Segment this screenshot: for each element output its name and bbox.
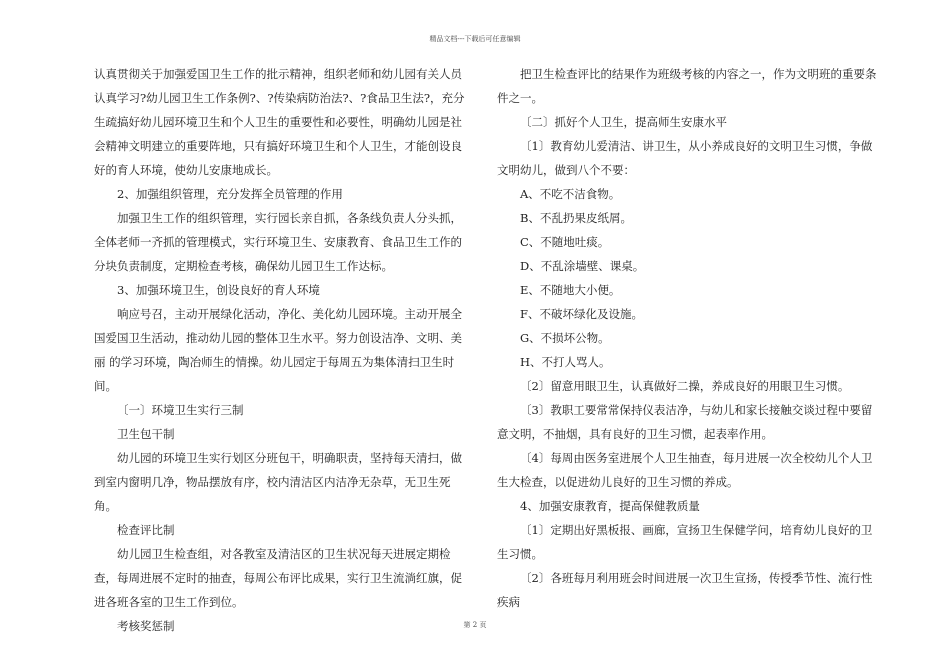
paragraph-inspection-system: 幼儿园卫生检查组，对各教室及清洁区的卫生状况每天进展定期检查，每周进展不定时的抽查，每周公布评比成果，实行卫生流淌红旗，促进各班各室的卫生工作到位。 (94, 547, 462, 609)
heading-organization: 2、加强组织管理，充分发挥全员管理的作用 (117, 187, 343, 201)
rule-item-h: H、不打人骂人。 (520, 355, 611, 369)
rule-item-a: A、不吃不洁食物。 (520, 187, 621, 201)
left-column (94, 62, 466, 638)
paragraph-environment: 响应号召，主动开展绿化活动，净化、美化幼儿园环境。主动开展全国爱国卫生活动，推动幼儿园的整体卫生水平。努力创设洁净、文明、美丽 的学习环境，陶冶师生的情操。幼儿园定于每周五为集体清扫卫生时间。 (94, 307, 462, 393)
page-number: 第 2 页 (463, 621, 487, 629)
rule-item-e: E、不随地大小便。 (520, 283, 621, 297)
page-header: 精品文档---下载后可任意编辑 (429, 35, 521, 43)
heading-three-systems: 〔一〕环境卫生实行三制 (117, 403, 244, 417)
heading-inspection-system: 检查评比制 (117, 523, 175, 537)
rule-item-c: C、不随地吐痰。 (520, 235, 610, 249)
paragraph-habit-education: 〔1〕教育幼儿爱清洁、讲卫生，从小养成良好的文明卫生习惯，争做文明幼儿，做到八个不要： (497, 139, 873, 177)
rule-item-d: D、不乱涂墙壁、课桌。 (520, 259, 645, 273)
paragraph-eye-hygiene: 〔2〕留意用眼卫生，认真做好二操，养成良好的用眼卫生习惯。 (520, 379, 850, 393)
paragraph-responsibility-system: 幼儿园的环境卫生实行划区分班包干，明确职责，坚持每天清扫，做到室内窗明几净，物品摆放有序，校内清洁区内洁净无杂草，无卫生死角。 (94, 451, 462, 513)
heading-assessment-system: 考核奖惩制 (117, 619, 175, 633)
heading-health-education: 4、加强安康教育，提高保健教质量 (520, 499, 700, 513)
paragraph-staff-appearance: 〔3〕教职工要常常保持仪表洁净，与幼儿和家长接触交谈过程中要留意文明，不抽烟，具有良好的卫生习惯，起表率作用。 (497, 403, 873, 441)
rule-item-f: F、不破坏绿化及设施。 (520, 307, 643, 321)
paragraph-weekly-check: 〔4〕每周由医务室进展个人卫生抽查，每月进展一次全校幼儿个人卫生大检查，以促进幼儿良好的卫生习惯的养成。 (497, 451, 873, 489)
paragraph-intro: 认真贯彻关于加强爱国卫生工作的批示精神，组织老师和幼儿园有关人员认真学习?幼儿园卫生工作条例?、?传染病防治法?、?食品卫生法?，充分生疏搞好幼儿园环境卫生和个人卫生的重要性和必要性，明确幼儿园是社会精神文明建立的重要阵地，只有搞好环境卫生和个人卫生，才能创设良好的育人环境，使幼儿安康地成长。 (94, 67, 465, 177)
right-column (497, 62, 877, 614)
heading-environment: 3、加强环境卫生，创设良好的育人环境 (117, 283, 320, 297)
paragraph-blackboard: 〔1〕定期出好黑板报、画廊，宣扬卫生保健学问，培育幼儿良好的卫生习惯。 (497, 523, 873, 561)
heading-personal-hygiene: 〔二〕抓好个人卫生，提高师生安康水平 (520, 115, 727, 129)
heading-responsibility-system: 卫生包干制 (117, 427, 175, 441)
rule-item-g: G、不损坏公物。 (520, 331, 610, 345)
rule-item-b: B、不乱扔果皮纸屑。 (520, 211, 632, 225)
paragraph-organization: 加强卫生工作的组织管理，实行园长亲自抓，各条线负责人分头抓，全体老师一齐抓的管理模式，实行环境卫生、安康教育、食品卫生工作的分块负责制度，定期检查考核，确保幼儿园卫生工作达标。 (94, 211, 462, 273)
paragraph-class-meeting: 〔2〕各班每月利用班会时间进展一次卫生宣扬，传授季节性、流行性疾病 (497, 571, 873, 609)
paragraph-assessment: 把卫生检查评比的结果作为班级考核的内容之一，作为文明班的重要条件之一。 (497, 67, 877, 105)
